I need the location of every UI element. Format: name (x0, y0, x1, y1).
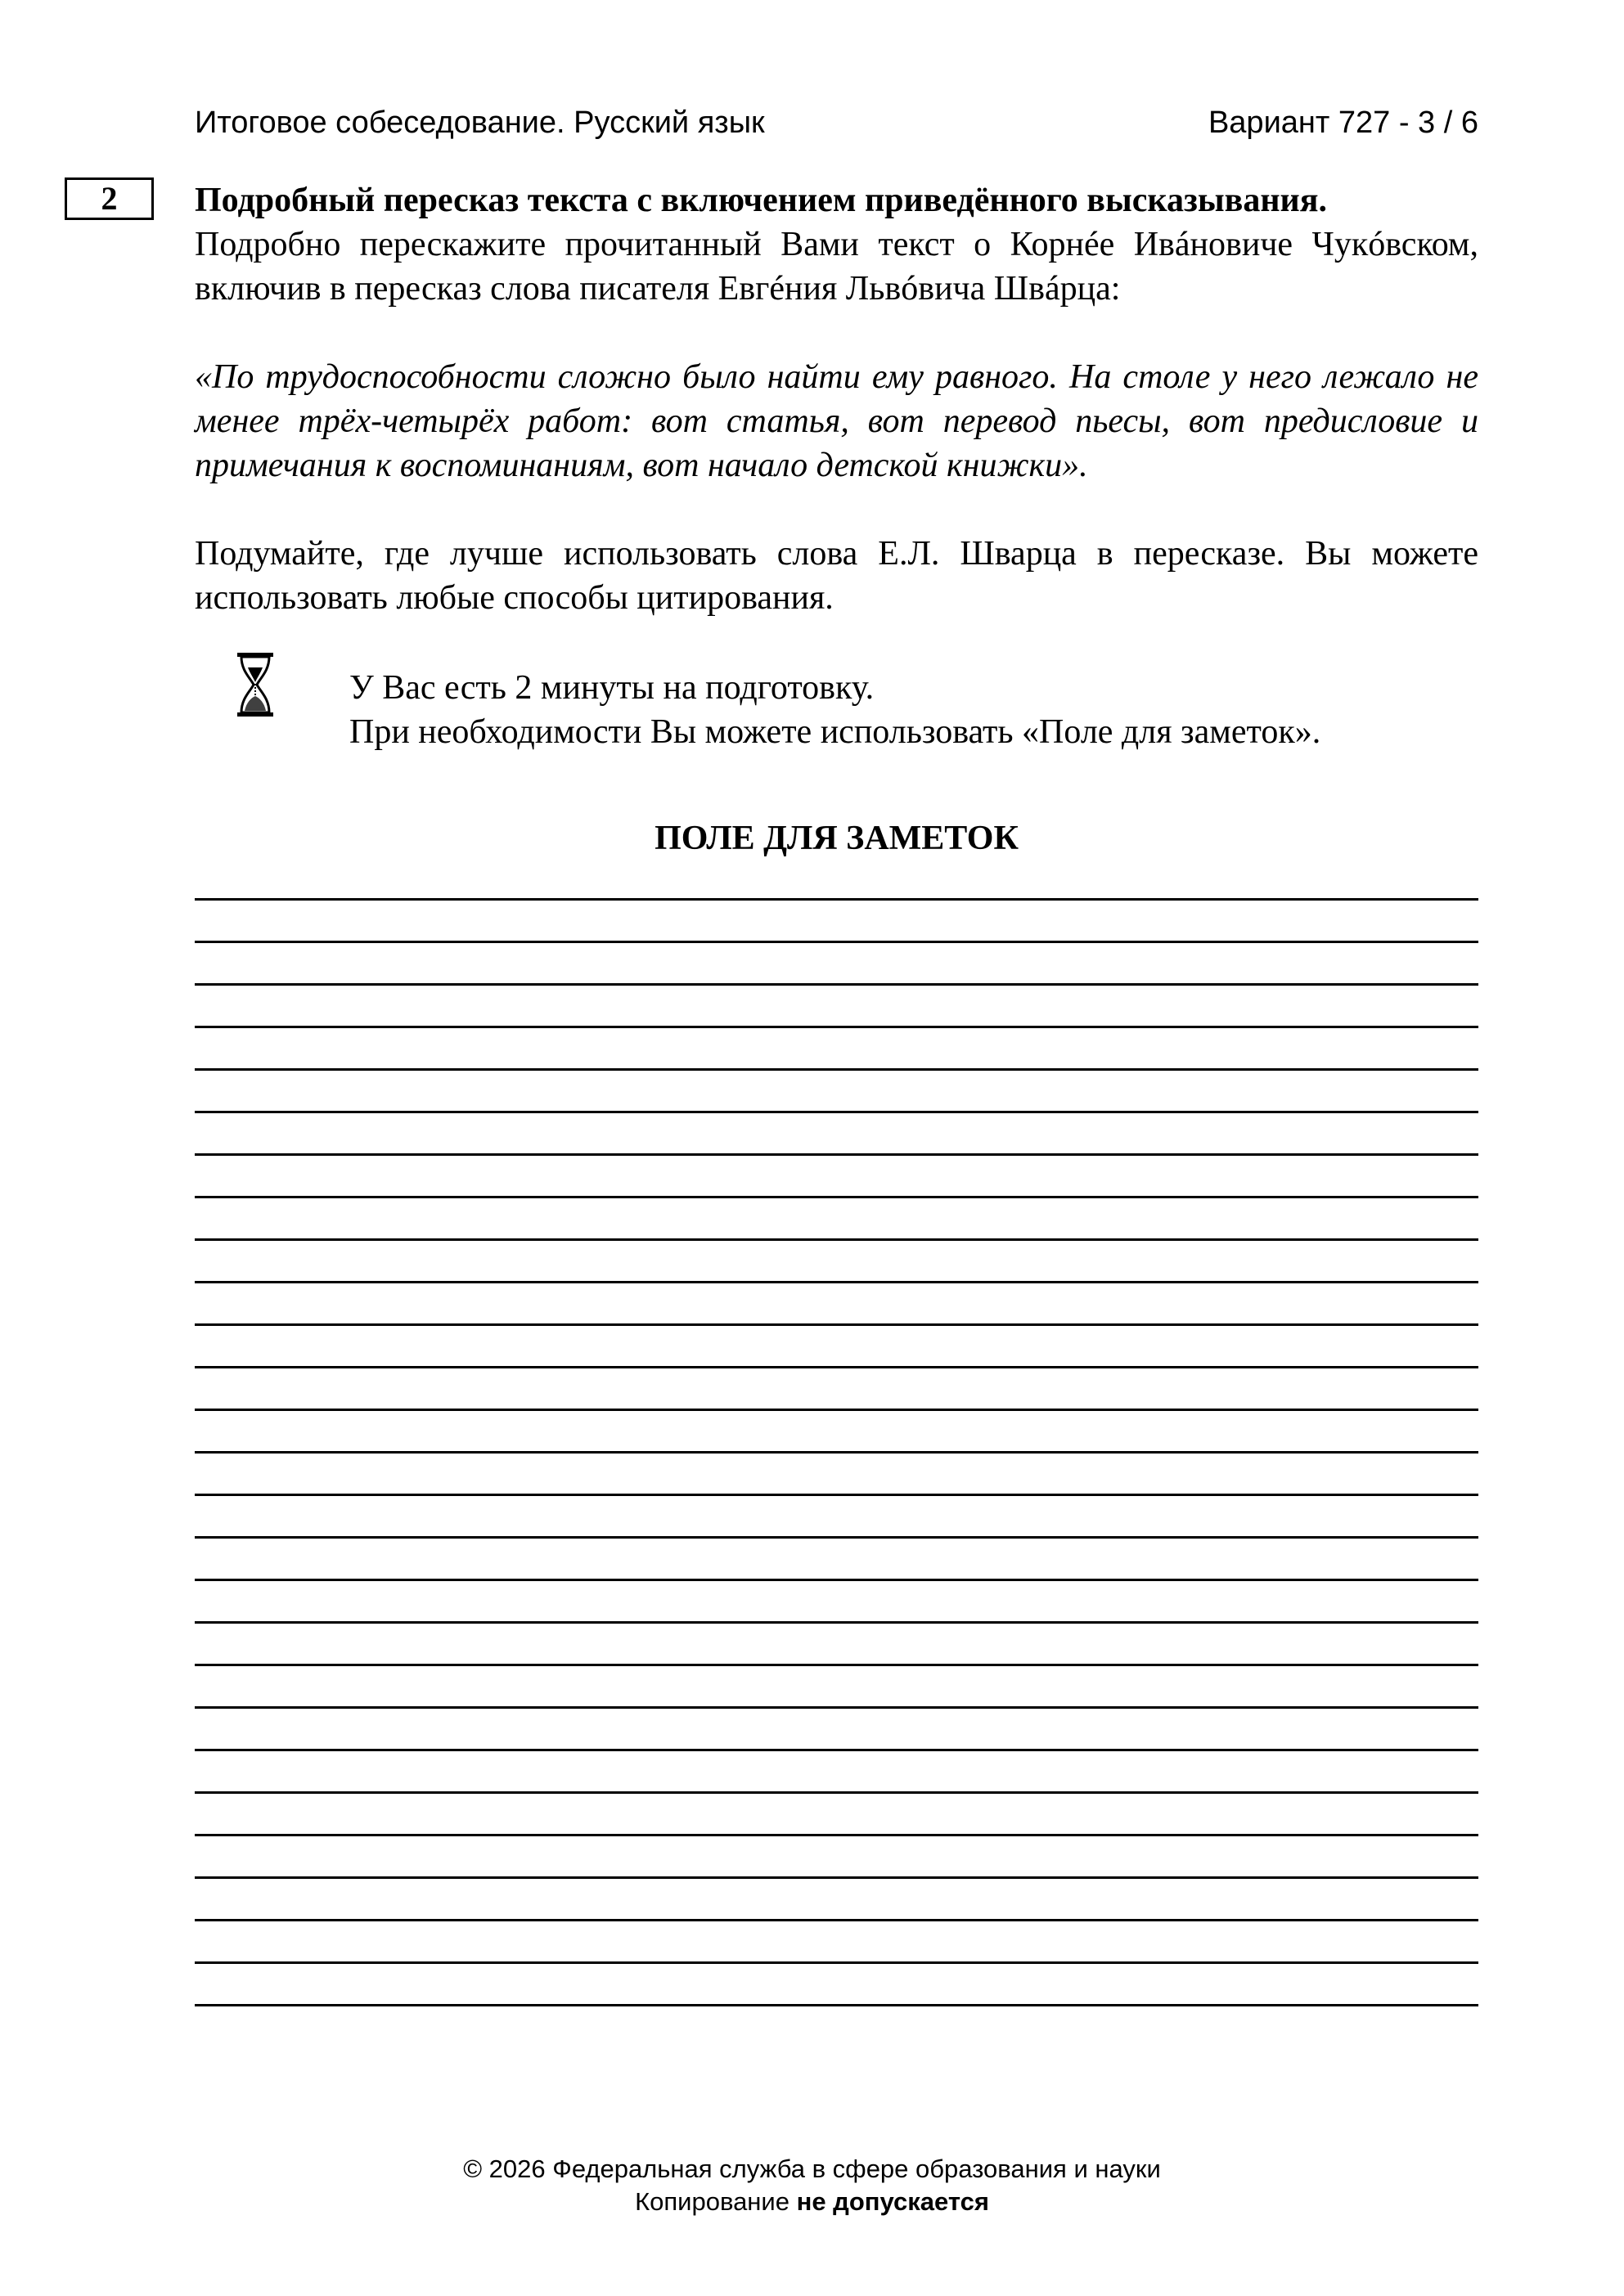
footer-copy-notice (0, 2186, 1624, 2218)
notes-line (195, 1281, 1478, 1283)
task-hint: Подумайте, где лучше использовать слова Е.Л. Шварца в пересказе. Вы можете использовать любые способы цитирования. (195, 535, 1478, 617)
notes-line (195, 941, 1478, 943)
hourglass-icon (235, 651, 276, 718)
notes-line (195, 2004, 1478, 2006)
notes-line (195, 1536, 1478, 1539)
timer-line-1: У Вас есть 2 минуты на подготовку. (349, 669, 875, 707)
notes-line (195, 983, 1478, 986)
notes-line (195, 1876, 1478, 1879)
task-number-box: 2 (65, 177, 154, 220)
notes-line (195, 1409, 1478, 1411)
notes-line (195, 1961, 1478, 1964)
page-header-title: Итоговое собеседование. Русский язык (195, 106, 765, 140)
notes-line (195, 1111, 1478, 1113)
page-header-variant: Вариант 727 - 3 / 6 (1208, 106, 1478, 140)
notes-line (195, 1621, 1478, 1624)
notes-line (195, 1196, 1478, 1198)
notes-line (195, 1579, 1478, 1581)
notes-line (195, 1238, 1478, 1241)
footer-copyright: © 2026 Федеральная служба в сфере образования и науки (463, 2154, 1161, 2183)
task-instruction: Подробно перескажите прочитанный Вами текст о Корнéе Ивáновиче Чукóвском, включив в пересказ слова писателя Евгéния Львóвича Швáрца: (195, 226, 1478, 308)
notes-line (195, 898, 1478, 901)
notes-line (195, 1706, 1478, 1709)
notes-line (195, 1153, 1478, 1156)
notes-field[interactable] (195, 898, 1478, 2004)
timer-line-2: При необходимости Вы можете использовать «Поле для заметок». (349, 713, 1321, 751)
notes-line (195, 1068, 1478, 1071)
notes-line (195, 1919, 1478, 1921)
task-quote: «По трудоспособности сложно было найти ему равного. На столе у него лежало не менее трёх-четырёх работ: вот статья, вот перевод пьесы, вот предисловие и примечания к воспоминаниям, вот начало детской книжки». (195, 358, 1478, 484)
notes-line (195, 1451, 1478, 1454)
notes-line (195, 1791, 1478, 1794)
footer-copy-emphasis: не допускается (796, 2187, 989, 2216)
task-title: Подробный пересказ текста с включением приведённого высказывания. (195, 182, 1327, 219)
footer-copy-prefix: Копирование (635, 2187, 797, 2216)
notes-line (195, 1834, 1478, 1836)
notes-line (195, 1366, 1478, 1368)
notes-line (195, 1026, 1478, 1028)
notes-line (195, 1749, 1478, 1751)
page-footer (0, 2153, 1624, 2218)
notes-title: ПОЛЕ ДЛЯ ЗАМЕТОК (655, 820, 1019, 857)
notes-line (195, 1494, 1478, 1496)
notes-line (195, 1323, 1478, 1326)
notes-line (195, 1664, 1478, 1666)
timer-text (349, 666, 1320, 754)
